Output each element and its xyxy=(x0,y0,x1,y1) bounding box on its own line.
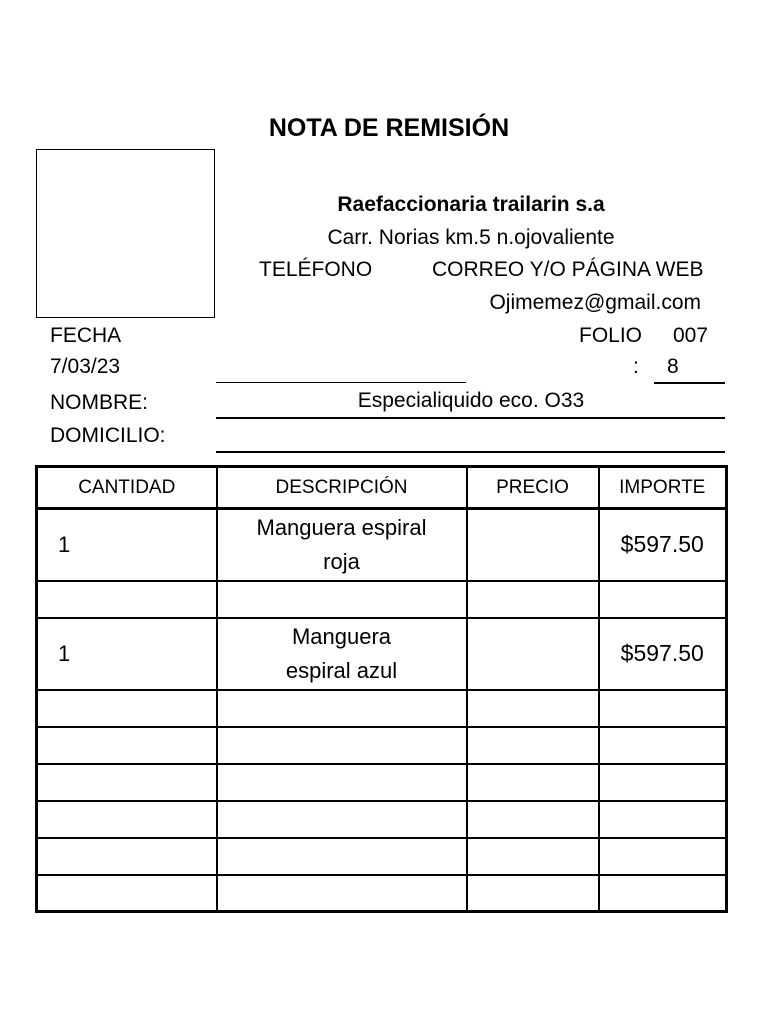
cell-cantidad xyxy=(37,801,217,838)
header-descripcion: DESCRIPCIÓN xyxy=(217,467,467,509)
table-row xyxy=(37,690,727,727)
page-title: NOTA DE REMISIÓN xyxy=(268,114,510,142)
cell-importe xyxy=(599,690,727,727)
table-row xyxy=(37,581,727,618)
cell-descripcion xyxy=(217,727,467,764)
cell-precio xyxy=(467,581,599,618)
cell-descripcion xyxy=(217,690,467,727)
cell-descripcion xyxy=(217,509,467,581)
logo-placeholder xyxy=(36,149,215,318)
cell-precio xyxy=(467,690,599,727)
cell-descripcion xyxy=(217,801,467,838)
cell-descripcion xyxy=(217,581,467,618)
cell-cantidad xyxy=(37,581,217,618)
table-row xyxy=(37,838,727,875)
company-address: Carr. Norias km.5 n.ojovaliente xyxy=(327,226,615,249)
header-cantidad: CANTIDAD xyxy=(37,467,217,509)
folio-label: FOLIO xyxy=(579,324,643,347)
cell-importe xyxy=(599,801,727,838)
cell-importe xyxy=(599,838,727,875)
table-row xyxy=(37,509,727,581)
cell-cantidad xyxy=(37,764,217,801)
cell-cantidad xyxy=(37,690,217,727)
fecha-underline xyxy=(216,382,466,383)
cell-cantidad xyxy=(37,838,217,875)
cell-precio xyxy=(467,727,599,764)
cell-cantidad xyxy=(37,727,217,764)
nombre-label: NOMBRE: xyxy=(50,391,149,414)
cell-importe xyxy=(599,727,727,764)
cell-descripcion xyxy=(217,764,467,801)
cell-precio xyxy=(467,838,599,875)
nombre-value: Especialiquido eco. O33 xyxy=(357,389,585,412)
cell-importe xyxy=(599,581,727,618)
cell-importe xyxy=(599,875,727,912)
table-header-row xyxy=(37,467,727,509)
cell-descripcion-text: Manguera espiral azul xyxy=(285,623,398,683)
cell-descripcion xyxy=(217,618,467,690)
folio-underline xyxy=(654,382,725,384)
header-precio: PRECIO xyxy=(467,467,599,509)
company-name: Raefaccionaria trailarin s.a xyxy=(337,193,605,216)
cell-importe: $597.50 xyxy=(599,618,727,690)
cell-descripcion xyxy=(217,875,467,912)
company-email: Ojimemez@gmail.com xyxy=(489,291,701,314)
header-importe: IMPORTE xyxy=(599,467,727,509)
cell-precio xyxy=(467,875,599,912)
cell-precio xyxy=(467,618,599,690)
cell-cantidad: 1 xyxy=(37,618,217,690)
fecha-label: FECHA xyxy=(50,324,122,347)
fecha-value: 7/03/23 xyxy=(50,355,121,378)
cell-precio xyxy=(467,801,599,838)
items-table xyxy=(35,465,728,913)
table-row xyxy=(37,875,727,912)
nombre-underline xyxy=(216,417,725,419)
table-row xyxy=(37,618,727,690)
cell-descripcion-text: Manguera espiral roja xyxy=(256,514,427,574)
phone-label: TELÉFONO xyxy=(259,258,373,281)
cell-importe xyxy=(599,764,727,801)
folio-colon: : xyxy=(633,355,639,378)
cell-descripcion xyxy=(217,838,467,875)
cell-cantidad xyxy=(37,875,217,912)
domicilio-underline xyxy=(216,451,725,453)
cell-precio xyxy=(467,764,599,801)
folio-value: 007 xyxy=(673,324,709,347)
domicilio-label: DOMICILIO: xyxy=(50,424,166,447)
table-row xyxy=(37,801,727,838)
cell-cantidad: 1 xyxy=(37,509,217,581)
cell-precio xyxy=(467,509,599,581)
table-row xyxy=(37,727,727,764)
folio-number: 8 xyxy=(667,355,679,378)
web-label: CORREO Y/O PÁGINA WEB xyxy=(432,258,704,281)
table-row xyxy=(37,764,727,801)
cell-importe: $597.50 xyxy=(599,509,727,581)
